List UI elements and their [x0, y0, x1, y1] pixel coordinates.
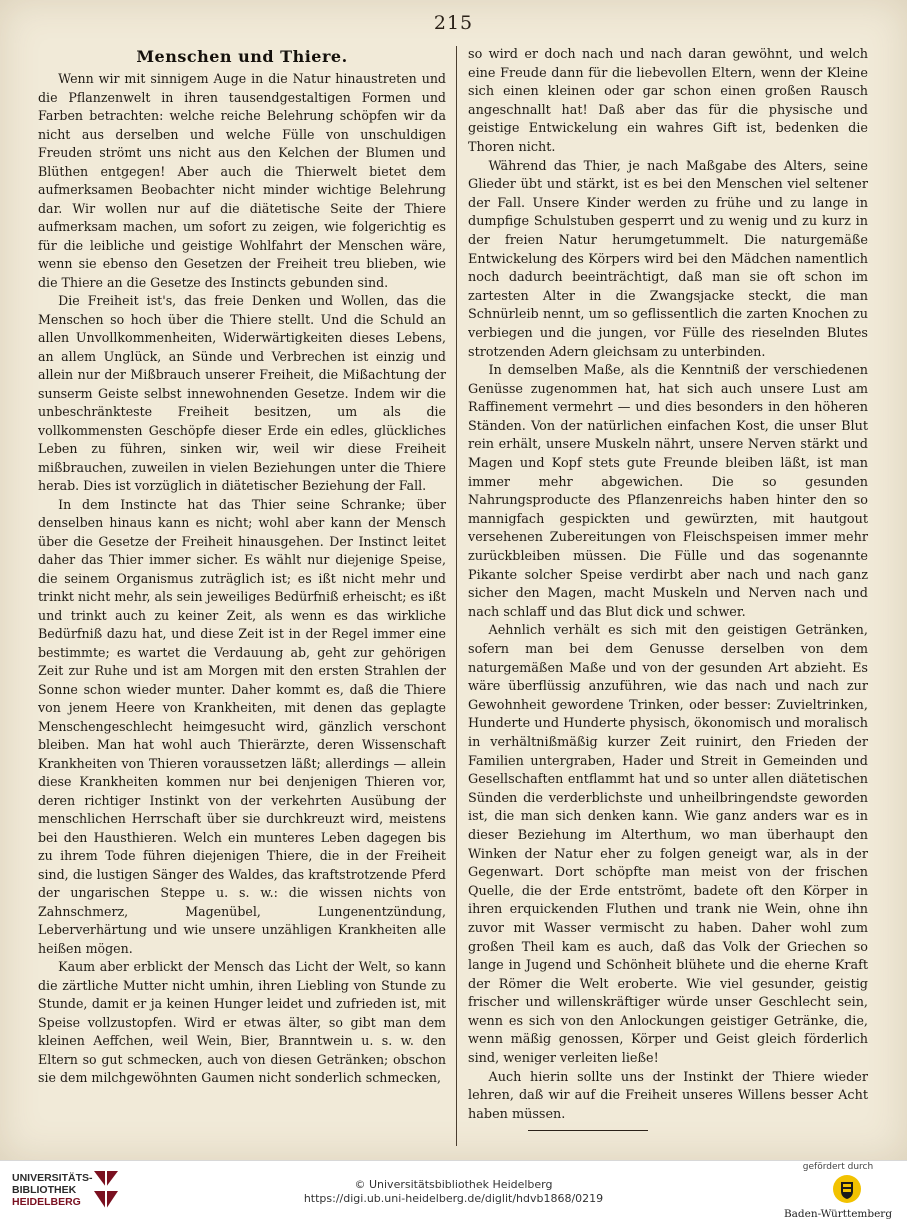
right-paragraph-2: Während das Thier, je nach Maßgabe des Alters, seine Glieder übt und stärkt, ist es bei den Menschen viel seltener der Fall. Unsere Kinder werden zu frühe und zu lange in dumpfige Schulstuben gesperrt und zu wenig und zu kurz in der freien Natur herumgetummelt. Die naturgemäße Entwickelung des Körpers wird bei den Mädchen namentlich noch dadurch beeinträchtigt, daß man sie oft schon im zartesten Alter in die Zwangsjacke steckt, die man Schnürleib nennt, um so geflissentlich die zarten Knochen zu verbiegen und die jungen, vor Fülle des rieselnden Blutes strotzenden Adern gleichsam zu unterbinden. [468, 158, 868, 360]
left-paragraph-4: Kaum aber erblickt der Mensch das Licht der Welt, so kann die zärtliche Mutter nicht umhin, ihren Liebling von Stunde zu Stunde, damit er ja keinen Hunger leidet und zufrieden ist, mit Speise vollzustopfen. Wird er etwas älter, so gibt man dem kleinen Aeffchen, weil Wein, Bier, Branntwein u. s. w. den Eltern so gut schmecken, auch von diesen Getränken; obschon sie dem milchgewöhnten Gaumen nicht sonderlich schmecken, [38, 959, 446, 1085]
baden-wuerttemberg-emblem-icon[interactable] [832, 1174, 862, 1204]
right-paragraph-4: Aehnlich verhält es sich mit den geistigen Getränken, sofern man bei dem Genusse derselben von dem naturgemäßen Maße und von der gesunden Art abzieht. Es wäre überflüssig anzuführen, wie das nach und nach zur Gewohnheit gewordene Trinken, oder besser: Zuvieltrinken, Hunderte und Hunderte physisch, ökonomisch und moralisch in verhältnißmäßig kurzer Zeit ruinirt, den Frieden der Familien untergraben, Hader und Streit in Gemeinden und Gesellschaften entflammt hat und so unter allen diätetischen Sünden die verderblichste und unheilbringendste geworden ist, die man sich denken kann. Wie ganz anders war es in dieser Beziehung im Alterthum, wo man überhaupt den Winken der Natur eher zu folgen geneigt war, als in der Gegenwart. Dort schöpfte man meist von der frischen Quelle, die der Erde entströmt, badete oft den Körper in ihren erquickenden Fluthen und trank nie Wein, ohne ihn zuvor mit Wasser vermischt zu haben. Daher wohl zum großen Theil kam es auch, daß das Volk der Griechen so lange in Jugend und Schönheit blühete und die eherne Kraft der Römer die Welt eroberte. Wie viel gesunder, geistig frischer und willenskräftiger würde unser Geschlecht sein, wenn es sich von den Anlockungen geistiger Getränke, die, wenn mäßig genossen, Körper und Geist gleich förderlich sind, weniger verleiten ließe! [468, 623, 868, 1067]
copyright-text: © Universitätsbibliothek Heidelberg [354, 1178, 553, 1191]
right-column [468, 46, 868, 1146]
sponsor-label: gefördert durch [802, 1162, 874, 1172]
article-title: Menschen und Thiere. [136, 47, 348, 66]
right-paragraph-1: so wird er doch nach und nach daran gewöhnt, und welch eine Freude dann für die liebevollen Eltern, wenn der Kleine sich einen kleinen oder gar schon einen großen Rausch angeschnallt hat! Daß aber das für die physische und geistige Entwickelung ein wahres Gift ist, bedenken die Thoren nicht. [468, 47, 868, 155]
library-name-line2: BIBLIOTHEK [12, 1184, 77, 1196]
page-number: 215 [433, 12, 474, 34]
right-paragraph-5: Auch hierin sollte uns der Instinkt der Thiere wieder lehren, daß wir auf die Freiheit unseres Willens besser Acht haben müssen. [468, 1069, 868, 1122]
source-url-link[interactable]: https://digi.ub.uni-heidelberg.de/diglit/hdvb1868/0219 [303, 1192, 604, 1205]
left-paragraph-3: In dem Instincte hat das Thier seine Schranke; über denselben hinaus kann es nicht; wohl aber kann der Mensch über die Gesetze der Freiheit hinausgehen. Der Instinct leitet daher das Thier immer sicher. Es wählt nur diejenige Speise, die seinem Organismus zuträglich ist; es ißt nicht mehr und trinkt nicht mehr, als sein jeweiliges Bedürfniß erheischt; es ißt und trinkt auch zu keiner Zeit, als wenn es das wirkliche Bedürfniß dazu hat, und diese Zeit ist in der Regel immer eine bestimmte; es wartet die Verdauung ab, geht zur gehörigen Zeit zur Ruhe und ist am Morgen mit den ersten Strahlen der Sonne schon wieder munter. Daher kommt es, daß die Thiere von jenem Heere von Krankheiten, mit denen das geplagte Menschengeschlecht heimgesucht wird, gänzlich verschont bleiben. Man hat wohl auch Thierärzte, deren Wissenschaft Krankheiten von Thieren voraussetzen läßt; allerdings — allein diese Krankheiten kommen nur bei denjenigen Thieren vor, deren richtiger Instinkt von der verkehrten Ausübung der menschlichen Herrschaft über sie durchkreuzt wird, meistens bei den Hausthieren. Welch ein munteres Leben dagegen bis zu ihrem Tode führen diejenigen Thiere, die in der Freiheit sind, die lustigen Sänger des Waldes, das kraftstrotzende Pferd der ungarischen Steppe u. s. w.: die wissen nichts von Zahnschmerz, Magenübel, Lungenentzündung, Leberverhärtung und wie unsere unzähligen Krankheiten alle heißen mögen. [38, 496, 446, 956]
copyright-block [0, 1178, 907, 1206]
end-rule [528, 1130, 648, 1131]
library-name-line3: HEIDELBERG [12, 1196, 81, 1208]
left-paragraph-2: Die Freiheit ist's, das freie Denken und Wollen, das die Menschen so hoch über die Thiere stellt. Und die Schuld an allen Unvollkommenheiten, Widerwärtigkeiten dieses Lebens, an allem Unglück, an Sünde und Verbrechen ist einzig und allein nur der Mißbrauch unserer Freiheit, die Mißachtung der sunserm Geiste selbst innewohnenden Gesetze. Indem wir die unbeschränkteste Freiheit besitzen, um als die vollkommensten Geschöpfe dieser Erde ein edles, glückliches Leben zu führen, sinken wir, weil wir diese Freiheit mißbrauchen, zuweilen in vielen Beziehungen unter die Thiere herab. Dies ist vorzüglich in diätetischer Beziehung der Fall. [38, 293, 446, 493]
right-paragraph-3: In demselben Maße, als die Kenntniß der verschiedenen Genüsse zugenommen hat, hat sich auch unsere Lust am Raffinement vermehrt — und dies besonders in den höheren Ständen. Von der natürlichen einfachen Kost, die unser Blut rein erhält, unsere Muskeln nährt, unsere Nerven stärkt und Magen und Kopf stets gute Freunde bleiben läßt, ist man immer mehr abgewichen. Die so gesunden Nahrungsproducte des Pflanzenreichs haben hinter den so mannigfach gespickten und gewürzten, mit hautgout versehenen Zubereitungen von Fleischspeisen immer mehr zurückbleiben müssen. Die Fülle und das sogenannte Pikante solcher Speise verdirbt aber nach und nach ganz sicher den Magen, macht Muskeln und Nerven nach und nach schlaff und das Blut dick und schwer. [468, 363, 868, 620]
column-divider [456, 46, 457, 1146]
library-name-line1: UNIVERSITÄTS- [12, 1172, 93, 1184]
left-column [38, 46, 446, 1146]
left-paragraph-1: Wenn wir mit sinnigem Auge in die Natur hinaustreten und die Pflanzenwelt in ihren tausendgestaltigen Formen und Farben betrachten: welche reiche Belehrung schöpfen wir da nicht aus derselben und welche Fülle von unschuldigen Freuden strömt uns nicht aus den Kelchen der Blumen und Blüthen entgegen! Aber auch die Thierwelt bietet dem aufmerksamen Beobachter nicht minder wichtige Belehrung dar. Wir wollen nur auf die diätetische Seite der Thiere aufmerksam machen, um sofort zu zeigen, wie folgerichtig es für die leibliche und geistige Wohlfahrt der Menschen wäre, wenn sie ebenso den Gesetzen der Freiheit treu blieben, wie die Thiere an die Gesetze des Instincts gebunden sind. [38, 71, 446, 290]
sponsor-name: Baden-Württemberg [783, 1208, 893, 1220]
